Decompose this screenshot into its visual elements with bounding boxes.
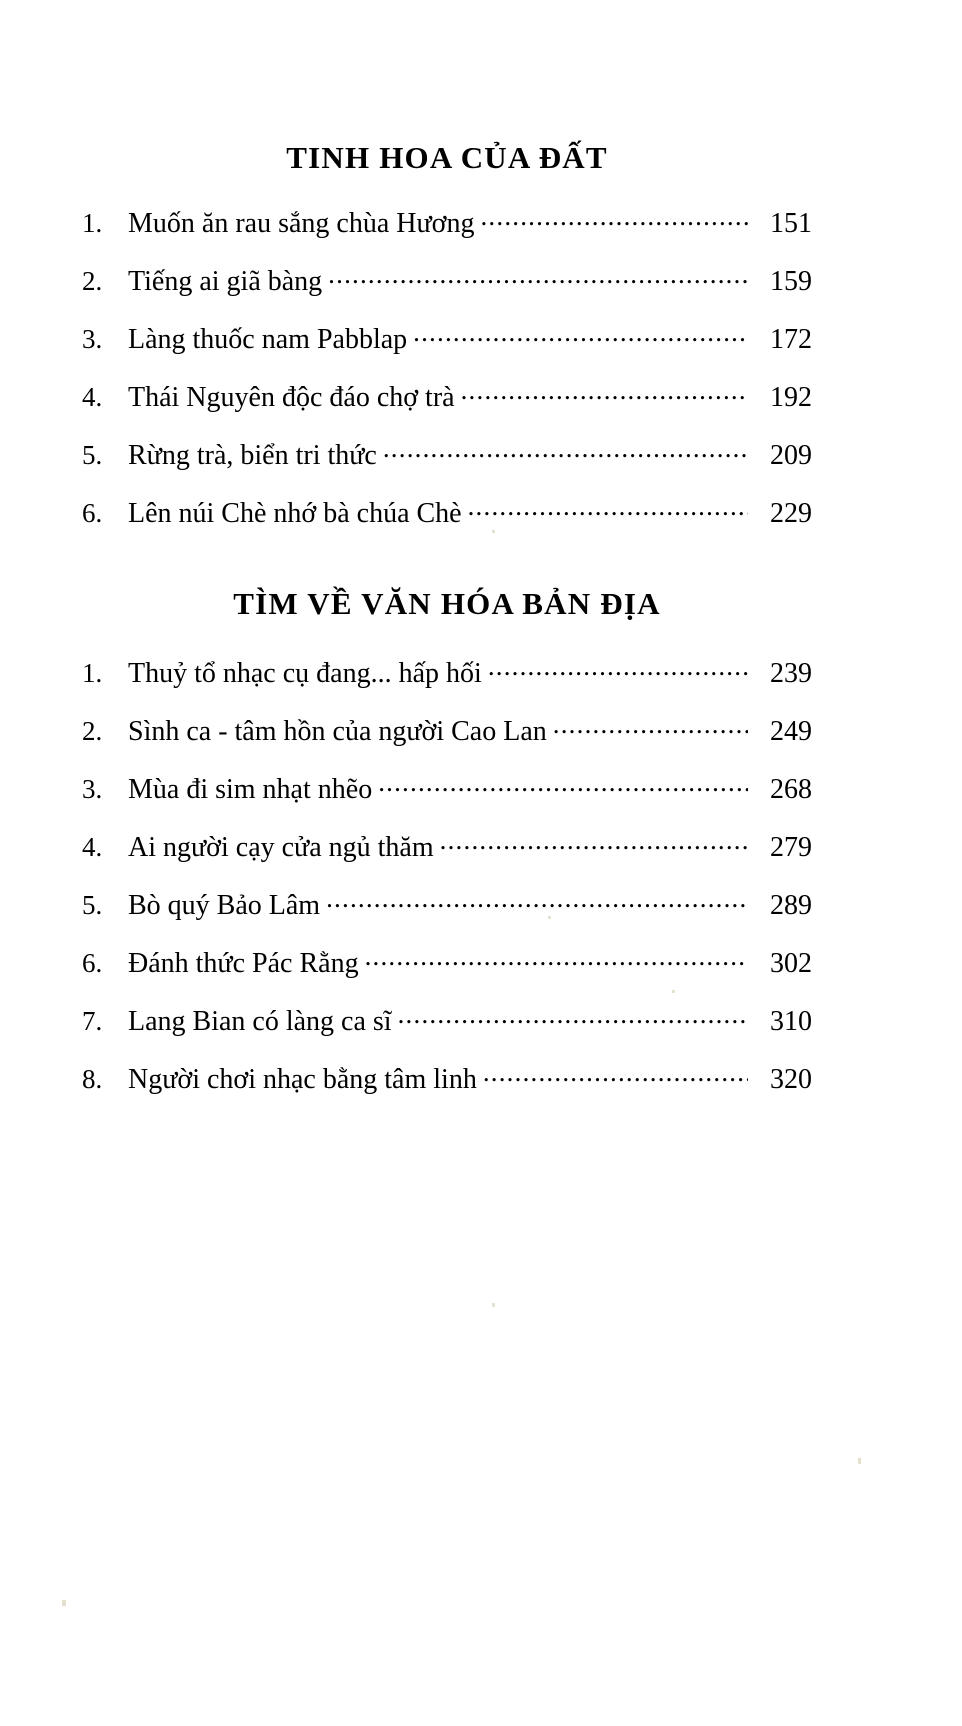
toc-item-label: Lên núi Chè nhớ bà chúa Chè (128, 498, 462, 529)
list-item[interactable] (82, 886, 812, 920)
toc-leader-dots (398, 1002, 748, 1030)
toc-item-label: Ai người cạy cửa ngủ thăm (128, 832, 434, 863)
toc-item-label: Người chơi nhạc bằng tâm linh (128, 1064, 477, 1095)
toc-item-page: 229 (770, 498, 812, 529)
toc-leader-dots (553, 712, 748, 740)
list-item[interactable] (82, 262, 812, 296)
toc-item-number: 4. (82, 382, 103, 412)
list-item[interactable] (82, 1060, 812, 1094)
toc-item-label: Thái Nguyên độc đáo chợ trà (128, 382, 455, 413)
toc-item-page: 320 (770, 1064, 812, 1095)
toc-leader-dots (440, 828, 748, 856)
toc-item-page: 239 (770, 658, 812, 689)
list-item[interactable] (82, 1002, 812, 1036)
list-item[interactable] (82, 654, 812, 688)
toc-leader-dots (468, 494, 748, 522)
toc-item-page: 249 (770, 716, 812, 747)
toc-leader-dots (461, 378, 748, 406)
toc-item-page: 302 (770, 948, 812, 979)
list-item[interactable] (82, 828, 812, 862)
toc-item-page: 151 (770, 208, 812, 239)
list-item[interactable] (82, 712, 812, 746)
toc-item-label: Lang Bian có làng ca sĩ (128, 1006, 392, 1037)
toc-item-number: 5. (82, 890, 103, 920)
toc-item-label: Rừng trà, biển tri thức (128, 440, 377, 471)
list-item[interactable] (82, 320, 812, 354)
toc-content (82, 140, 812, 1118)
toc-item-page: 268 (770, 774, 812, 805)
list-item[interactable] (82, 436, 812, 470)
toc-item-number: 6. (82, 498, 103, 528)
scan-speck (672, 990, 675, 993)
scan-speck (492, 530, 495, 533)
toc-item-number: 2. (82, 716, 103, 746)
toc-item-page: 159 (770, 266, 812, 297)
scan-speck (548, 916, 551, 919)
list-item[interactable] (82, 494, 812, 528)
toc-item-number: 1. (82, 658, 103, 688)
toc-item-page: 279 (770, 832, 812, 863)
toc-item-number: 3. (82, 324, 103, 354)
scan-speck (858, 1458, 861, 1464)
toc-item-label: Tiếng ai giã bàng (128, 266, 323, 297)
toc-item-number: 2. (82, 266, 103, 296)
list-item[interactable] (82, 378, 812, 412)
toc-leader-dots (378, 770, 748, 798)
toc-item-page: 192 (770, 382, 812, 413)
toc-leader-dots (413, 320, 748, 348)
section-title-tim-ve-van-hoa-ban-dia: TÌM VỀ VĂN HÓA BẢN ĐỊA (233, 586, 661, 621)
toc-item-label: Làng thuốc nam Pabblap (128, 324, 408, 355)
toc-item-number: 6. (82, 948, 103, 978)
list-item[interactable] (82, 770, 812, 804)
toc-leader-dots (326, 886, 748, 914)
toc-leader-dots (328, 262, 748, 290)
toc-item-number: 3. (82, 774, 103, 804)
scan-speck (492, 1303, 495, 1307)
toc-leader-dots (365, 944, 748, 972)
toc-leader-dots (480, 204, 748, 232)
toc-list-section-1 (82, 204, 812, 528)
toc-leader-dots (383, 436, 748, 464)
list-item[interactable] (82, 944, 812, 978)
toc-item-label: Đánh thức Pác Rằng (128, 948, 359, 979)
toc-item-label: Thuỷ tổ nhạc cụ đang... hấp hối (128, 658, 482, 689)
toc-item-label: Bò quý Bảo Lâm (128, 890, 321, 921)
toc-leader-dots (483, 1060, 748, 1088)
toc-leader-dots (488, 654, 748, 682)
toc-item-page: 310 (770, 1006, 812, 1037)
toc-list-section-2 (82, 654, 812, 1094)
toc-item-number: 8. (82, 1064, 103, 1094)
toc-item-label: Sình ca - tâm hồn của người Cao Lan (128, 716, 547, 747)
toc-item-page: 172 (770, 324, 812, 355)
list-item[interactable] (82, 204, 812, 238)
toc-item-label: Muốn ăn rau sắng chùa Hương (128, 208, 475, 239)
toc-item-number: 5. (82, 440, 103, 470)
toc-item-page: 209 (770, 440, 812, 471)
toc-item-number: 1. (82, 208, 103, 238)
toc-item-label: Mùa đi sim nhạt nhẽo (128, 774, 373, 805)
scan-speck (62, 1600, 66, 1606)
toc-item-number: 7. (82, 1006, 103, 1036)
toc-item-page: 289 (770, 890, 812, 921)
toc-item-number: 4. (82, 832, 103, 862)
section-title-tinh-hoa-cua-dat: TINH HOA CỦA ĐẤT (286, 140, 608, 175)
